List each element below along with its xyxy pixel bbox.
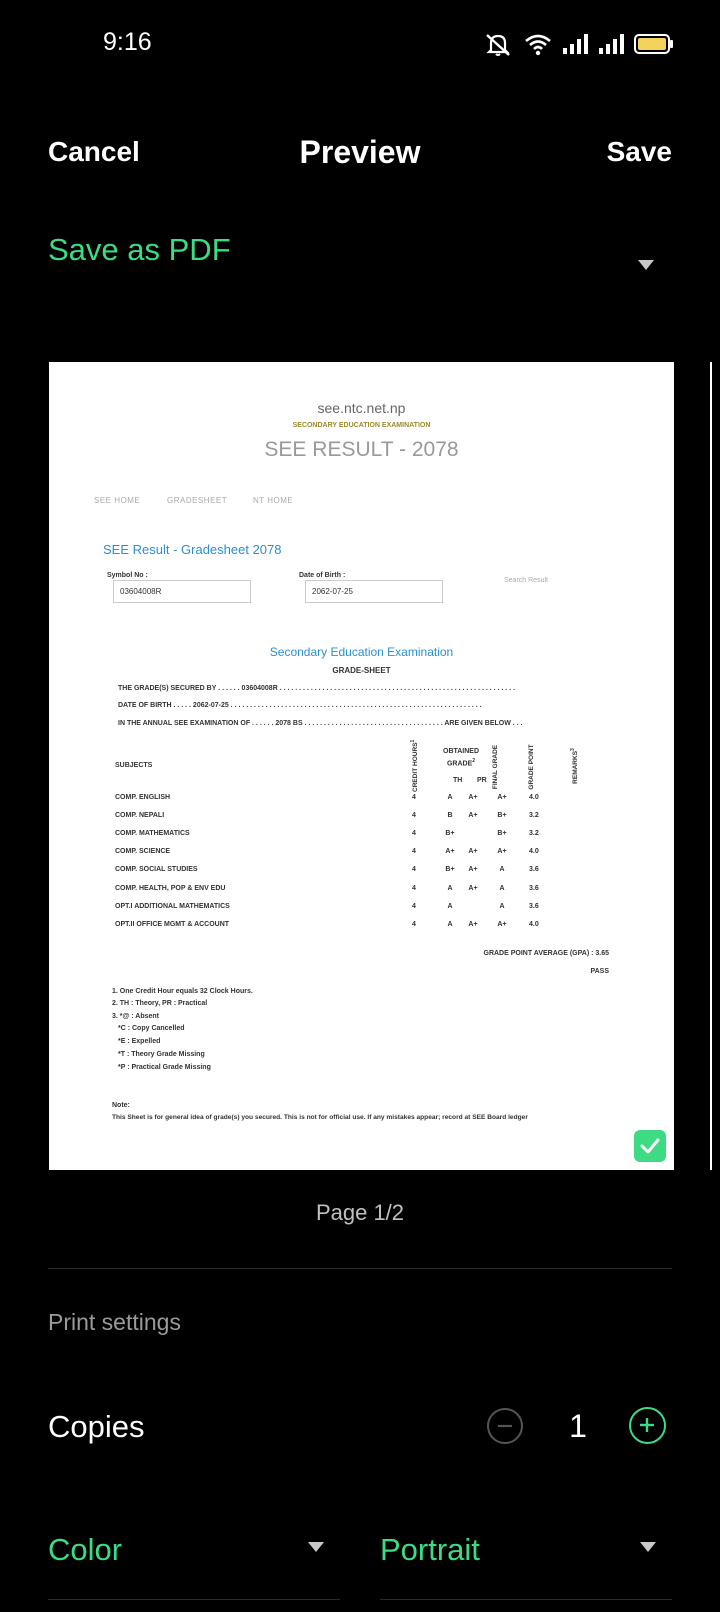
doc-dob-field: 2062-07-25 bbox=[305, 580, 443, 603]
th-grade-point: GRADE POINT bbox=[528, 744, 535, 790]
status-time: 9:16 bbox=[103, 28, 152, 56]
mute-bell-icon bbox=[482, 31, 514, 57]
doc-note-7: *P : Practical Grade Missing bbox=[118, 1064, 211, 1071]
doc-exam-heading: SECONDARY EDUCATION EXAMINATION bbox=[292, 422, 431, 429]
doc-note-label: Note: bbox=[112, 1102, 130, 1109]
th-remarks: REMARKS$^3$ bbox=[570, 748, 580, 784]
doc-dob-label: Date of Birth : bbox=[299, 572, 346, 579]
orientation-select[interactable]: Portrait bbox=[380, 1532, 480, 1567]
doc-symbol-field: 03604008R bbox=[113, 580, 251, 603]
table-row: COMP. SCIENCE 4 A+ A+ A+ 4.0 bbox=[115, 848, 539, 855]
page-selected-checkbox[interactable] bbox=[634, 1130, 666, 1162]
signal-icon-1 bbox=[562, 33, 588, 55]
doc-symbol-label: Symbol No : bbox=[107, 572, 148, 579]
doc-pass: PASS bbox=[590, 968, 609, 975]
doc-domain: see.ntc.net.np bbox=[317, 400, 406, 416]
save-button[interactable]: Save bbox=[606, 136, 672, 167]
minus-icon bbox=[489, 1410, 521, 1442]
th-obtained: OBTAINED bbox=[443, 748, 480, 755]
doc-note-1: 1. One Credit Hour equals 32 Clock Hours. bbox=[112, 988, 253, 995]
doc-note-text: This Sheet is for general idea of grade(s) you secured. This is not for official use. If any mistakes appear; record at SEE Board ledger bbox=[112, 1114, 528, 1121]
plus-icon bbox=[631, 1409, 663, 1441]
th-credit-hours: CREDIT HOURS$^1$ bbox=[410, 739, 420, 792]
doc-search-result: Search Result bbox=[504, 577, 548, 584]
table-row: COMP. NEPALI 4 B A+ B+ 3.2 bbox=[115, 812, 539, 819]
doc-note-2: 2. TH : Theory, PR : Practical bbox=[112, 1000, 208, 1007]
doc-gradesheet-label: GRADE-SHEET bbox=[332, 666, 391, 675]
page-indicator: Page 1/2 bbox=[315, 1200, 405, 1225]
decrease-copies-button[interactable] bbox=[487, 1408, 523, 1444]
doc-nav-nt-home: NT HOME bbox=[253, 496, 294, 505]
th-final-grade: FINAL GRADE bbox=[492, 744, 499, 790]
doc-note-3: 3. *@ : Absent bbox=[112, 1013, 160, 1020]
doc-statement-1: THE GRADE(S) SECURED BY . . . . . . 03604008R . . . . . . . . . . . . . . . . . . . . . . . . . . . . . . . . . . . . . . . . . . . . . . . . . . . . . . . . . . . . . bbox=[118, 685, 516, 692]
next-page-edge[interactable] bbox=[710, 362, 720, 1170]
page-title: Preview bbox=[299, 134, 421, 170]
doc-section-title: Secondary Education Examination bbox=[269, 645, 454, 659]
cancel-button[interactable]: Cancel bbox=[48, 136, 140, 167]
doc-nav-gradesheet: GRADESHEET bbox=[167, 496, 228, 505]
doc-note-4: *C : Copy Cancelled bbox=[118, 1025, 185, 1032]
doc-sheet-title: SEE Result - Gradesheet 2078 bbox=[103, 542, 282, 557]
doc-note-6: *T : Theory Grade Missing bbox=[118, 1051, 205, 1058]
color-select[interactable]: Color bbox=[48, 1532, 123, 1567]
doc-statement-3: IN THE ANNUAL SEE EXAMINATION OF . . . . . . 2078 BS . . . . . . . . . . . . . . . . . . . . . . . . . . . . . . . . . . . . ARE GIVEN BELOW . . . bbox=[118, 720, 523, 727]
checkmark-icon bbox=[634, 1130, 666, 1162]
th-pr: PR bbox=[477, 777, 487, 784]
doc-statement-2: DATE OF BIRTH . . . . . 2062-07-25 . . . . . . . . . . . . . . . . . . . . . . . . . . . . . . . . . . . . . . . . . . . . . . . . . . . . . . . . . . . . . . . . . bbox=[118, 702, 482, 709]
copies-value: 1 bbox=[569, 1408, 587, 1444]
color-dropdown-arrow-icon[interactable] bbox=[308, 1542, 324, 1552]
table-row: COMP. HEALTH, POP & ENV EDU 4 A A+ A 3.6 bbox=[115, 885, 539, 892]
page-preview[interactable] bbox=[49, 362, 674, 1170]
table-row: COMP. SOCIAL STUDIES 4 B+ A+ A 3.6 bbox=[115, 866, 539, 873]
dropdown-arrow-icon[interactable] bbox=[638, 260, 654, 270]
doc-note-5: *E : Expelled bbox=[118, 1038, 161, 1045]
copies-label: Copies bbox=[48, 1409, 145, 1444]
doc-gpa: GRADE POINT AVERAGE (GPA) : 3.65 bbox=[483, 950, 609, 957]
battery-icon bbox=[634, 33, 674, 55]
signal-icon-2 bbox=[598, 33, 624, 55]
th-subjects: SUBJECTS bbox=[115, 762, 153, 769]
table-row: COMP. ENGLISH 4 A A+ A+ 4.0 bbox=[115, 794, 539, 801]
wifi-icon bbox=[524, 32, 552, 56]
orientation-dropdown-arrow-icon[interactable] bbox=[640, 1542, 656, 1552]
print-settings-heading: Print settings bbox=[48, 1309, 181, 1335]
doc-nav-see-home: SEE HOME bbox=[94, 496, 141, 505]
increase-copies-button[interactable] bbox=[629, 1407, 666, 1444]
orientation-underline bbox=[380, 1599, 672, 1600]
table-row: OPT.I ADDITIONAL MATHEMATICS 4 A A 3.6 bbox=[115, 903, 539, 910]
th-th: TH bbox=[453, 777, 463, 784]
printer-select[interactable]: Save as PDF bbox=[48, 232, 231, 267]
table-row: COMP. MATHEMATICS 4 B+ B+ 3.2 bbox=[115, 830, 539, 837]
th-grade: GRADE$^2$ bbox=[446, 758, 476, 768]
table-row: OPT.II OFFICE MGMT & ACCOUNT 4 A A+ A+ 4.0 bbox=[115, 921, 539, 928]
divider bbox=[48, 1268, 672, 1269]
status-icons bbox=[482, 30, 674, 58]
doc-result-title: SEE RESULT - 2078 bbox=[264, 438, 459, 461]
color-underline bbox=[48, 1599, 340, 1600]
